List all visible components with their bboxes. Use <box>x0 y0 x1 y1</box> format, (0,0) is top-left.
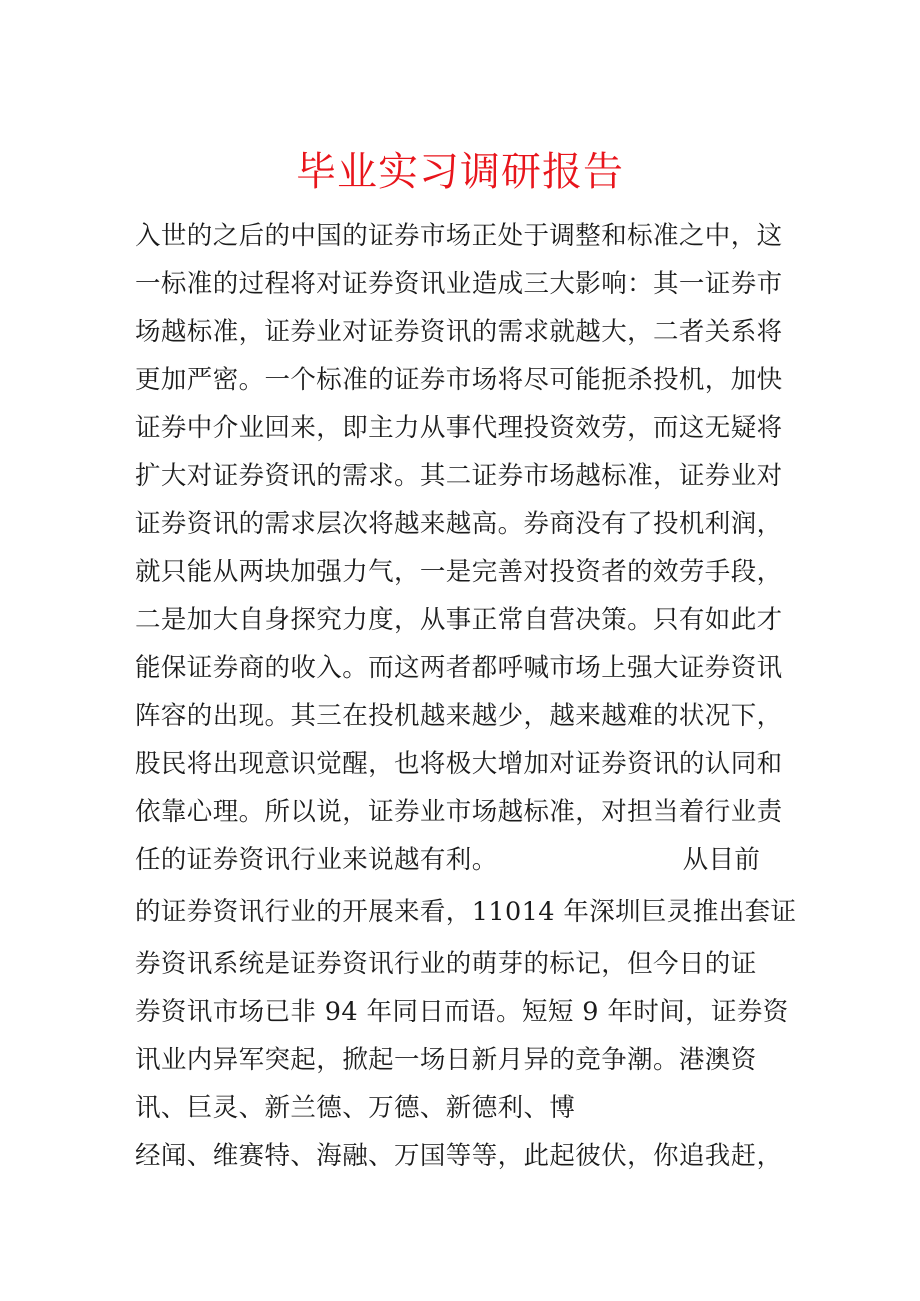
document-title: 毕业实习调研报告 <box>296 149 624 195</box>
paragraph-line: 股民将出现意识觉醒，也将极大增加对证券资讯的认同和 <box>135 749 783 779</box>
paragraph-line: 能保证券商的收入。而这两者都呼喊市场上强大证券资讯 <box>135 653 783 683</box>
paragraph-line: 券资讯市场已非 94 年同日而语。短短 9 年时间，证券资 <box>135 997 789 1027</box>
paragraph-line: 就只能从两块加强力气，一是完善对投资者的效劳手段， <box>135 557 783 587</box>
paragraph-line: 扩大对证券资讯的需求。其二证券市场越标准，证券业对 <box>135 461 783 491</box>
paragraph-line: 依靠心理。所以说，证券业市场越标准，对担当着行业责 <box>135 797 783 827</box>
paragraph-line: 的证券资讯行业的开展来看，11014 年深圳巨灵推出套证 <box>135 897 797 927</box>
paragraph-text: 任的证券资讯行业来说越有利。 <box>135 845 498 875</box>
paragraph-line: 讯、巨灵、新兰德、万德、新德利、博 <box>135 1093 576 1123</box>
paragraph-line: 经闻、维赛特、海融、万国等等，此起彼伏，你追我赶， <box>135 1141 783 1171</box>
paragraph-line: 一标准的过程将对证券资讯业造成三大影响：其一证券市 <box>135 269 783 299</box>
paragraph-text: 从目前 <box>682 845 761 875</box>
paragraph-line: 二是加大自身探究力度，从事正常自营决策。只有如此才 <box>135 605 783 635</box>
paragraph-line: 场越标准，证券业对证券资讯的需求就越大，二者关系将 <box>135 317 783 347</box>
paragraph-line: 阵容的出现。其三在投机越来越少，越来越难的状况下， <box>135 701 783 731</box>
paragraph-line: 入世的之后的中国的证券市场正处于调整和标准之中，这 <box>135 221 783 251</box>
paragraph-line: 证券中介业回来，即主力从事代理投资效劳，而这无疑将 <box>135 413 783 443</box>
paragraph-line <box>135 840 760 880</box>
paragraph-line: 证券资讯的需求层次将越来越高。券商没有了投机利润， <box>135 509 783 539</box>
paragraph-line: 券资讯系统是证券资讯行业的萌芽的标记，但今日的证 <box>135 949 757 979</box>
paragraph-line: 更加严密。一个标准的证券市场将尽可能扼杀投机，加快 <box>135 365 783 395</box>
paragraph-line: 讯业内异军突起，掀起一场日新月异的竞争潮。港澳资 <box>135 1045 757 1075</box>
